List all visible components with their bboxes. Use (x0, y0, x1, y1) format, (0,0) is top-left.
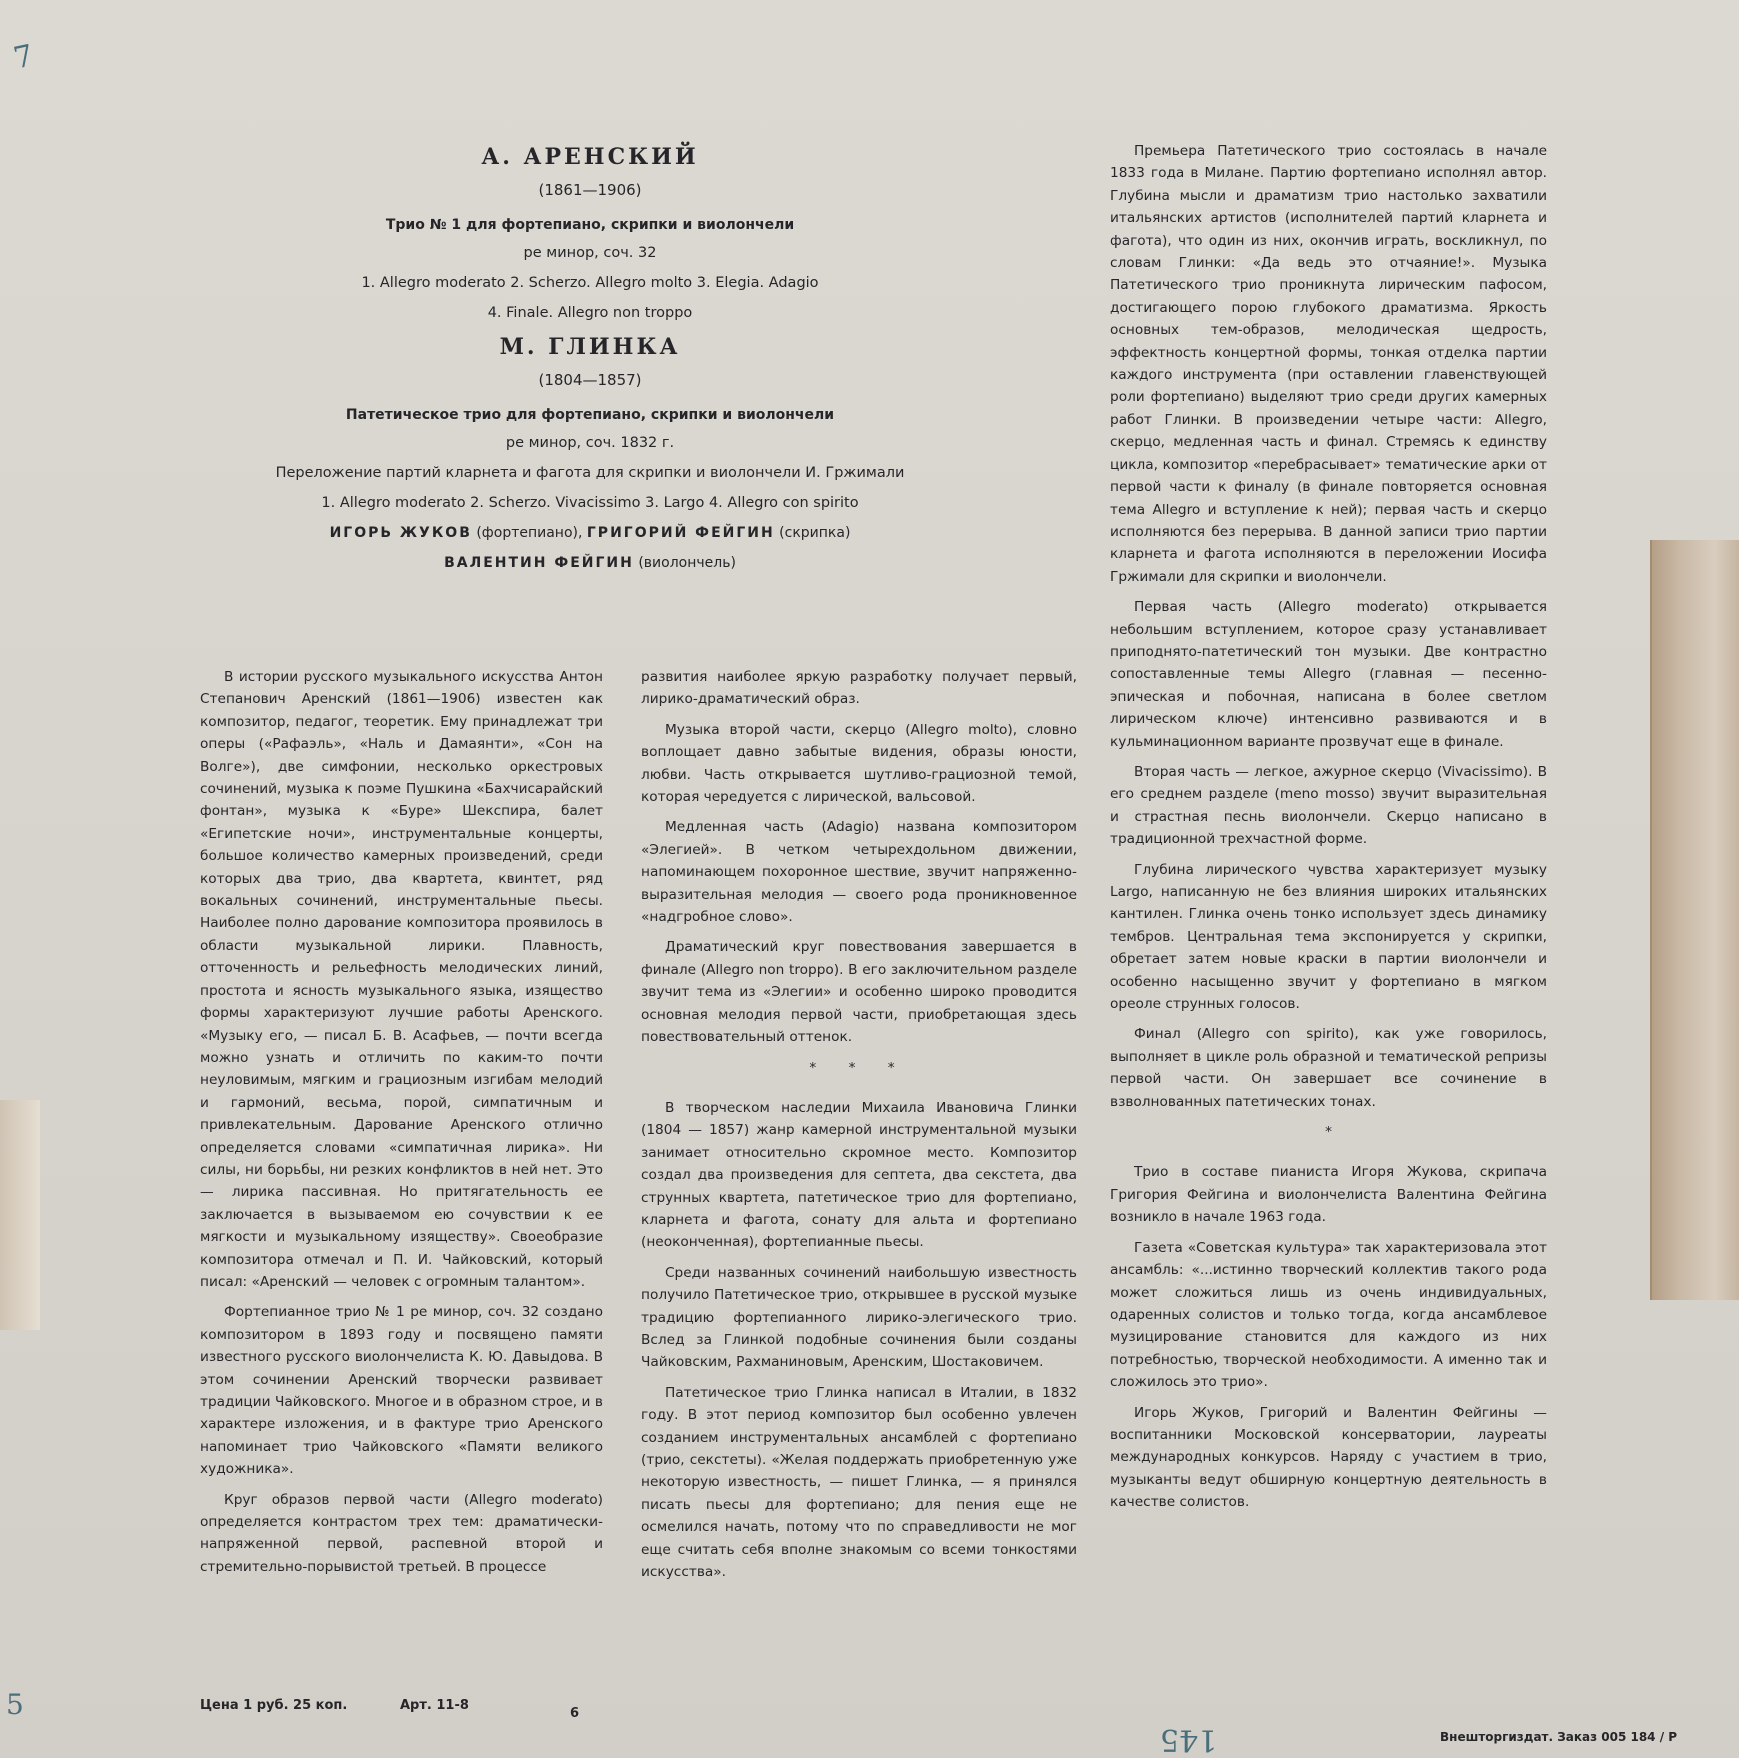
header (220, 142, 960, 578)
paragraph: Финал (Allegro con spirito), как уже говорилось, выполняет в цикле роль образной и тематической репризы первой части. Он завершает все сочинение в взволнованных патетических тонах. (1110, 1026, 1547, 1110)
work-title-arensky: Трио № 1 для фортепиано, скрипки и виолончели (385, 217, 795, 233)
composer-glinka: М. ГЛИНКА (499, 334, 681, 360)
paragraph: Среди названных сочинений наибольшую известность получило Патетическое трио, открывшее в русской музыке традицию фортепианного лирико-элегического трио. Вслед за Глинкой подобные сочинения были созданы Чайковским, Рахманиновым, Аренским, Шостаковичем. (641, 1264, 1077, 1371)
movements-arensky-2: 4. Finale. Allegro non troppo (487, 305, 693, 321)
handwritten-mark-top-left: 7 (10, 38, 37, 77)
movements-arensky-1: 1. Allegro moderato 2. Scherzo. Allegro molto 3. Elegia. Adagio (361, 275, 819, 291)
section-divider: * * * (809, 1059, 909, 1076)
paragraph: Патетическое трио Глинка написал в Италии, в 1832 году. В этот период композитор был особенно увлечен созданием инструментальных ансамблей с фортепиано (трио, секстеты). «Желая поддержать приобретенную уже некоторую известность, — пишет Глинка, — я принялся писать пьесы для фортепиано; для пения еще не осмелился начать, потому что по справедливости не мог еще считать себя вполне знакомым со всеми тонкостями искусства». (641, 1384, 1077, 1581)
performers-line-1 (220, 518, 960, 548)
price-label: Цена 1 руб. 25 коп. (200, 1698, 348, 1713)
paragraph: развития наиболее яркую разработку получает первый, лирико-драматический образ. (641, 669, 1077, 708)
paragraph: Трио в составе пианиста Игоря Жукова, скрипача Григория Фейгина и виолончелиста Валентина Фейгина возникло в начале 1963 года. (1110, 1164, 1547, 1226)
paragraph: Первая часть (Allegro moderato) открывается небольшим вступлением, которое сразу устанавливает приподнято-патетический тон музыки. Две контрастно сопоставленные темы Allegro (главная — песенно-эпическая и побочная, написана в более светлом лирическом ключе) интенсивно развиваются и в кульминационном варианте прозвучат еще в финале. (1110, 599, 1547, 750)
performer-valentin-role: (виолончель) (633, 555, 736, 571)
work-key-glinka: ре минор, соч. 1832 г. (505, 435, 675, 451)
paragraph: Фортепианное трио № 1 ре минор, соч. 32 создано композитором в 1893 году и посвящено памяти известного русского виолончелиста К. Ю. Давыдова. В этом сочинении Аренский творчески развивает традиции Чайковского. Многое и в образном строе, и в характере изложения, и в фактуре трио Аренского напоминает трио Чайковского «Памяти великого художника». (200, 1304, 603, 1478)
tape-strip (1650, 540, 1739, 1300)
performer-zhukov: ИГОРЬ ЖУКОВ (329, 525, 472, 541)
paragraph: В творческом наследии Михаила Ивановича Глинки (1804 — 1857) жанр камерной инструментальной музыки занимает относительно скромное место. Композитор создал два произведения для септета, два секстета, два струнных квартета, патетическое трио для фортепиано, кларнета и фагота, сонату для альта и фортепиано (неоконченная), фортепианные пьесы. (641, 1099, 1077, 1251)
text-column-3 (1110, 140, 1547, 1522)
paragraph: Глубина лирического чувства характеризует музыку Largo, написанную не без влияния широких итальянских кантилен. Глинка очень тонко использует здесь динамику тембров. Центральная тема экспонируется у скрипки, обретает затем новые краски в партии виолончели и особенно насыщенно звучит у фортепиано в мягком ореоле струнных голосов. (1110, 861, 1547, 1013)
years-arensky: (1861—1906) (538, 181, 642, 199)
paragraph: Круг образов первой части (Allegro moderato) определяется контрастом трех тем: драматически-напряженной первой, распевной второй и стремительно-порывистой третьей. В процессе (200, 1491, 603, 1575)
paragraph: Премьера Патетического трио состоялась в начале 1833 года в Милане. Партию фортепиано исполнял автор. Глубина мысли и драматизм трио настолько захватили итальянских артистов (исполнителей партий кларнета и фагота), что один из них, окончив играть, воскликнул, по словам Глинки: «Да ведь это отчаяние!». Музыка Патетического трио проникнута лирическим пафосом, достигающего порою глубокого драматизма. Яркость основных тем-образов, мелодическая щедрость, эффектность концертной формы, тонкая отделка партии каждого инструмента (при оставлении главенствующей роли фортепиано) выделяют трио среди других камерных работ Глинки. В произведении четыре части: Allegro, скерцо, медленная часть и финал. Стремясь к единству цикла, композитор «перебрасывает» тематические арки от первой части к финалу (в финале повторяется основная тема Allegro и вступление к ней); первая часть и скерцо исполняются без перерыва. В данной записи трио партии кларнета и фагота исполняются в переложении Иосифа Гржимали для скрипки и виолончели. (1110, 143, 1547, 585)
performers-line-2 (220, 548, 960, 578)
paragraph: Вторая часть — легкое, ажурное скерцо (Vivacissimo). В его среднем разделе (meno mosso) звучит выразительная и страстная песнь виолончели. Скерцо написано в традиционной трехчастной форме. (1110, 763, 1547, 848)
text-column-1 (200, 666, 603, 1586)
page-number: 6 (570, 1706, 580, 1721)
performer-valentin-feigin: ВАЛЕНТИН ФЕЙГИН (444, 555, 634, 571)
paragraph: В истории русского музыкального искусства Антон Степанович Аренский (1861—1906) известен как композитор, педагог, теоретик. Ему принадлежат три оперы («Рафаэль», «Наль и Дамаянти», «Сон на Волге»), две симфонии, несколько оркестровых сочинений, музыка к поэме Пушкина «Бахчисарайский фонтан», музыка к «Буре» Шекспира, балет «Египетские ночи», инструментальные концерты, большое количество камерных произведений, среди которых два трио, два квартета, квинтет, ряд вокальных сочинений, инструментальные пьесы. Наиболее полно дарование композитора проявилось в области музыкальной лирики. Плавность, отточенность и рельефность мелодических линий, простота и ясность музыкального языка, изящество формы характеризуют лучшие работы Аренского. «Музыку его, — писал Б. В. Асафьев, — почти всегда можно узнать и отличить по каким-то почти неуловимым, мягким и грациозным изгибам мелодий и гармоний, весьма, порой, симпатичным и привлекательным. Дарование Аренского отлично определяется словами «симпатичная лирика». Ни силы, ни борьбы, ни резких конфликтов в ней нет. Это — лирика пассивная. Но притягательность ее заключается в вызываемом ею сочувствии к ее мягкости и музыкальному изяществу». Своеобразие композитора отмечал и П. И. Чайковский, который писал: «Аренский — человек с огромным талантом». (200, 669, 603, 1290)
section-divider: * (1325, 1124, 1332, 1141)
handwritten-mark-bottom-left: 5 (6, 1688, 24, 1721)
performer-zhukov-role: (фортепиано), (471, 525, 587, 541)
work-title-glinka: Патетическое трио для фортепиано, скрипки и виолончели (345, 407, 835, 423)
paragraph: Драматический круг повествования завершается в финале (Allegro non troppo). В его заключительном разделе звучит тема из «Элегии» и особенно широко проводится основная мелодия первой части, приобретающая здесь повествовательный оттенок. (641, 939, 1077, 1046)
text-column-2 (641, 666, 1077, 1591)
article-number: Арт. 11-8 (400, 1698, 469, 1713)
paragraph: Газета «Советская культура» так характеризовала этот ансамбль: «...истинно творческий коллектив такого рода может сложиться лишь из очень индивидуальных, одаренных солистов и только тогда, когда ансамблевое музицирование становится для каждого из них потребностью, творческой необходимости. А именно так и сложилось это трио». (1110, 1239, 1547, 1391)
composer-arensky: А. АРЕНСКИЙ (481, 144, 699, 170)
paragraph: Музыка второй части, скерцо (Allegro molto), словно воплощает давно забытые видения, образы юности, любви. Часть открывается шутливо-грациозной темой, которая чередуется с лирической, вальсовой. (641, 721, 1077, 806)
performer-grigory-role: (скрипка) (774, 525, 851, 541)
handwritten-mark-bottom: 145 (1160, 1722, 1218, 1757)
movements-glinka: 1. Allegro moderato 2. Scherzo. Vivacissimo 3. Largo 4. Allegro con spirito (321, 495, 859, 511)
performer-grigory-feigin: ГРИГОРИЙ ФЕЙГИН (586, 525, 775, 541)
torn-edge (0, 1100, 40, 1330)
arrangement-note: Переложение партий кларнета и фагота для скрипки и виолончели И. Гржимали (275, 465, 905, 481)
paragraph: Игорь Жуков, Григорий и Валентин Фейгины — воспитанники Московской консерватории, лауреаты международных конкурсов. Наряду с участием в трио, музыканты ведут обширную концертную деятельность в качестве солистов. (1110, 1404, 1547, 1511)
publisher-order: Внешторгиздат. Заказ 005 184 / Р (1440, 1730, 1678, 1744)
paragraph: Медленная часть (Adagio) названа композитором «Элегией». В четком четырехдольном движении, напоминающем похоронное шествие, звучит напряженно-выразительная мелодия — своего рода проникновенное «надгробное слово». (641, 819, 1077, 926)
years-glinka: (1804—1857) (538, 371, 642, 389)
work-key-arensky: ре минор, соч. 32 (523, 245, 657, 261)
